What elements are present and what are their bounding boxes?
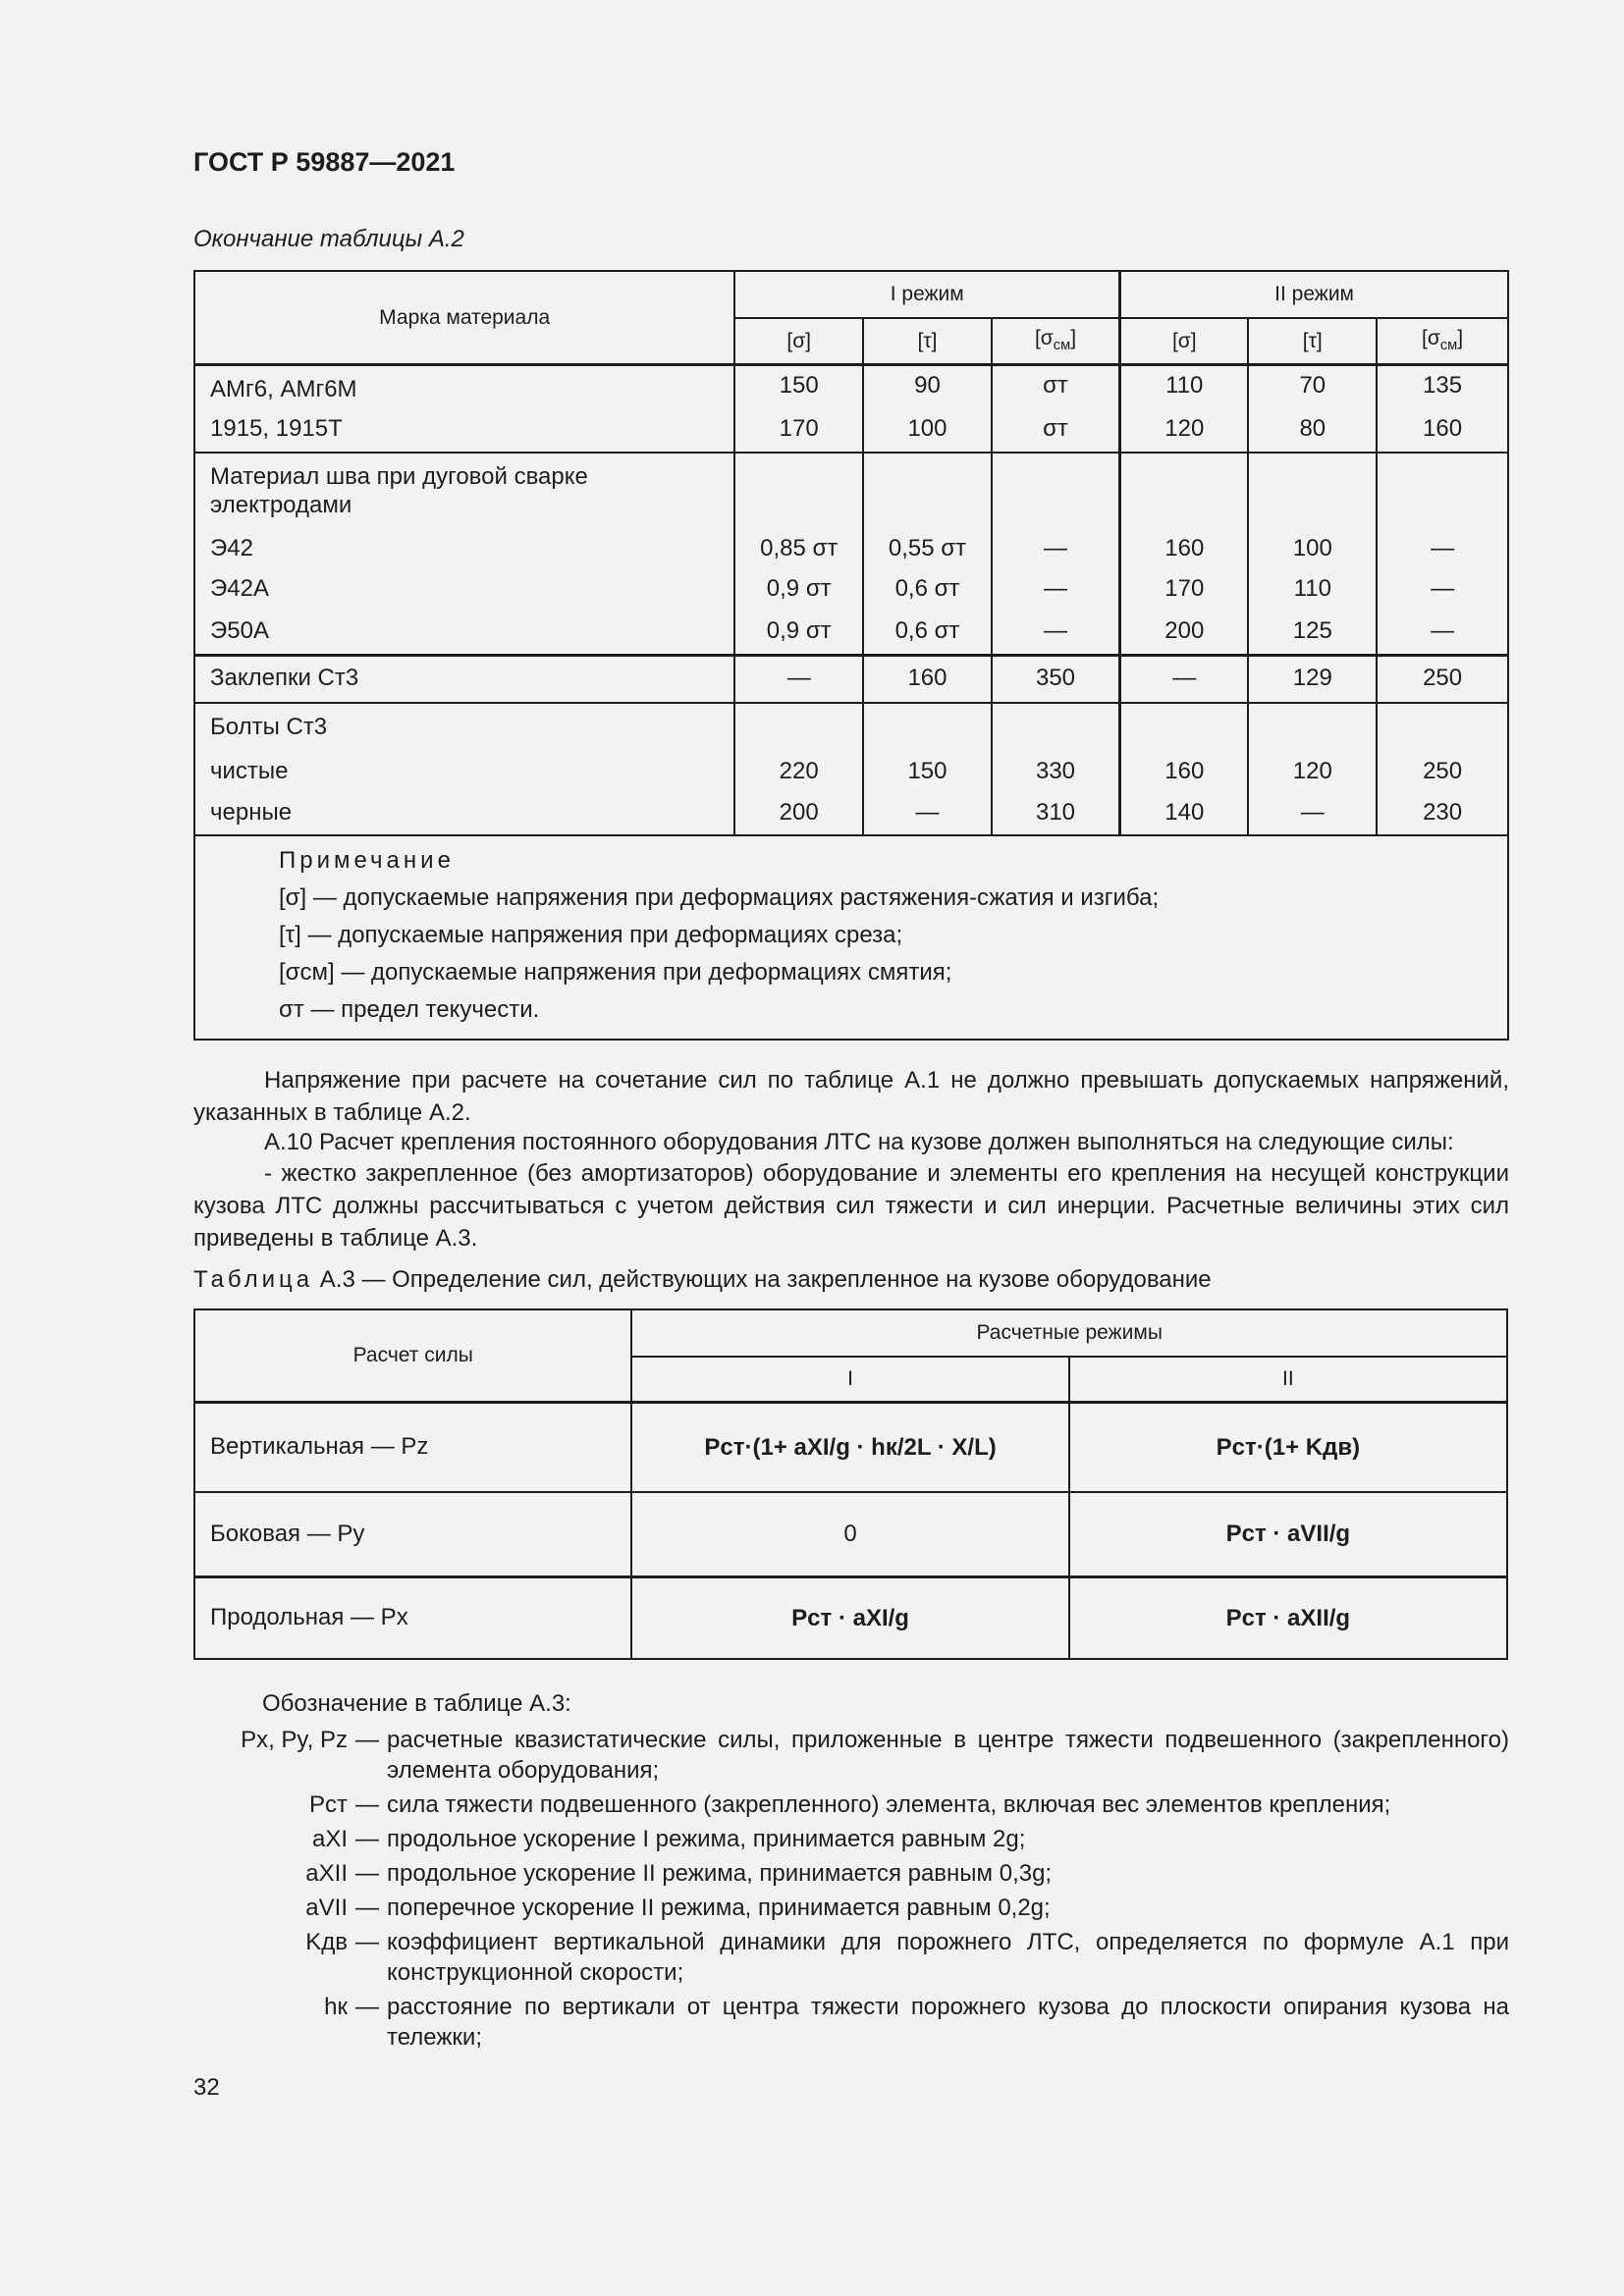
legend [193,1725,1509,2056]
legend-item: Kдв — коэффициент вертикальной динамики для порожнего ЛТС, определяется по формуле А.1 при конструкционной скорости; [305,1929,1509,1986]
legend-item: hк — расстояние по вертикали от центра тяжести порожнего кузова до плоскости опирания кузова на тележки; [324,1994,1509,2051]
table-continuation-label: Окончание таблицы А.2 [193,226,464,252]
page-number: 32 [193,2074,220,2101]
legend-item: aXII — продольное ускорение II режима, принимается равным 0,3g; [305,1860,1053,1887]
legend-item: Pст — сила тяжести подвешенного (закрепленного) элемента, включая вес элементов крепления; [309,1791,1391,1818]
table-note [194,835,1508,1040]
table-row: 1915, 1915Т 170 100 σт 120 80 160 [194,407,1508,453]
note-line: [σсм] — допускаемые напряжения при деформациях смятия; [279,959,952,986]
legend-title: Обозначение в таблице А.3: [262,1690,571,1717]
table-row: Продольная — Px Pст · aXI/g Pст · aXII/g [194,1576,1507,1659]
header-force: Расчет силы [194,1309,631,1402]
formula: Pст · aXI/g [791,1604,909,1631]
table-row: Боковая — Py 0 Pст · aVII/g [194,1492,1507,1576]
document-header: ГОСТ Р 59887—2021 [193,147,456,177]
formula: Pст · aVII/g [1225,1521,1351,1548]
formula: Pст·(1+ Kдв) [1216,1433,1361,1461]
header-modes: Расчетные режимы [631,1309,1507,1357]
subheader-sigma-cm: $[\sigma_{см}]$ [992,318,1120,364]
table-row: Э42 0,85 σт 0,55 σт — 160 100 — [194,529,1508,569]
subheader-sigma: [σ] [1120,318,1249,364]
subheader-sigma: [σ] [734,318,863,364]
note-title: Примечание [279,847,455,874]
formula: Pст · aXII/g [1225,1604,1351,1631]
legend-item: aVII — поперечное ускорение II режима, принимается равным 0,2g; [305,1895,1051,1921]
paragraph: А.10 Расчет крепления постоянного оборудования ЛТС на кузове должен выполняться на следующие силы: [264,1129,1454,1155]
table-a3-caption [193,1266,1212,1294]
header-mode-1: I режим [734,271,1119,318]
note-line: [σ] — допускаемые напряжения при деформациях растяжения-сжатия и изгиба; [279,884,1160,911]
header-material: Марка материала [194,271,734,364]
table-row: Вертикальная — Pz Pст·(1+ aXI/g · hк/2L · X/L) Pст·(1+ Kдв) [194,1402,1507,1492]
subheader-tau: [τ] [863,318,992,364]
paragraph: Напряжение при расчете на сочетание сил по таблице А.1 не должно превышать допускаемых напряжений, указанных в таблице А.2. [193,1067,1509,1126]
note-line: [τ] — допускаемые напряжения при деформациях среза; [279,922,903,948]
legend-item: aXI — продольное ускорение I режима, принимается равным 2g; [311,1826,1026,1852]
note-line: σт — предел текучести. [279,996,540,1023]
subheader-tau: [τ] [1248,318,1377,364]
table-row: Болты Ст3 [194,703,1508,752]
table-row: черные 200 — 310 140 — 230 [194,792,1508,835]
formula: Pст·(1+ aXI/g · hк/2L · X/L) [704,1433,997,1461]
header-mode-2: II режим [1120,271,1508,318]
table-row: Э50А 0,9 σт 0,6 σт — 200 125 — [194,610,1508,655]
header-mode-2: II [1069,1357,1507,1402]
caption-text: А.3 — Определение сил, действующих на закрепленное на кузове оборудование [319,1266,1212,1293]
table-row: Материал шва при дуговой сварке электродами [194,453,1508,529]
table-row: чистые 220 150 330 160 120 250 [194,752,1508,792]
legend-item: Px, Py, Pz — расчетные квазистатические силы, приложенные в центре тяжести подвешенного (закрепленного) элемента оборудования; [241,1727,1509,1784]
table-row: Заклепки Ст3 — 160 350 — 129 250 [194,655,1508,703]
table-a3 [193,1308,1508,1660]
header-mode-1: I [631,1357,1068,1402]
table-row: АМг6, АМг6М 150 90 σт 110 70 135 [194,364,1508,407]
subheader-sigma-cm: $[\sigma_{см}]$ [1377,318,1508,364]
caption-label: Таблица [193,1266,314,1293]
table-row: Э42А 0,9 σт 0,6 σт — 170 110 — [194,569,1508,610]
paragraph: - жестко закрепленное (без амортизаторов) оборудование и элементы его крепления на несущей конструкции кузова ЛТС должны рассчитываться с учетом действия сил тяжести и сил инерции. Расчетные величины этих сил приведены в таблице А.3. [193,1160,1509,1252]
table-a2 [193,270,1509,1041]
